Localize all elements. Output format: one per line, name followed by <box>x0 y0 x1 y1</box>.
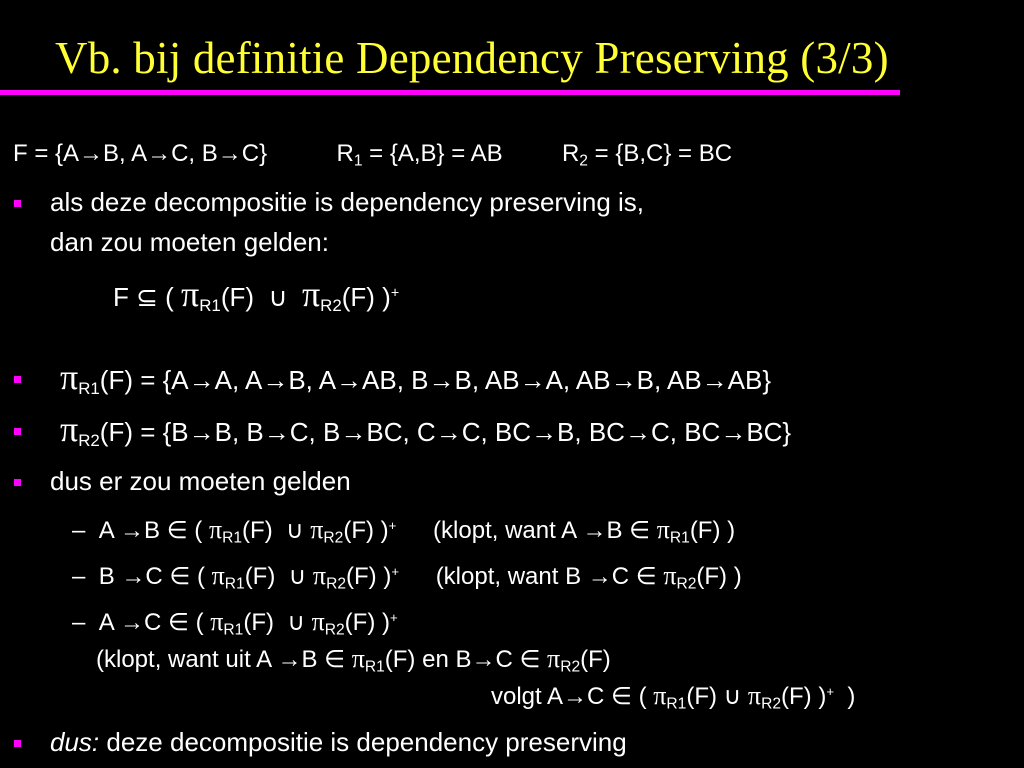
bullet-marker <box>14 200 21 207</box>
conclusion-line: dus: deze decompositie is dependency preserving <box>50 727 627 757</box>
sub-bullet-1: – A →B ∈ ( $\pi_{R1}(F)$ ∪ $\pi_{R2}(F)$ )+ (klopt, want A →B ∈ $\pi_{R1}(F)$ ) <box>72 515 736 547</box>
bullet-1-line-2: dan zou moeten gelden: <box>50 227 329 257</box>
bullet-1-line-1: als deze decompositie is dependency preserving is, <box>50 187 645 217</box>
bullet-marker <box>14 376 21 383</box>
sub-bullet-2: – B →C ∈ ( $\pi_{R1}(F)$ ∪ $\pi_{R2}(F)$ )+ (klopt, want B →C ∈ $\pi_{R2}(F)$ ) <box>72 561 742 593</box>
slide-title: Vb. bij definitie Dependency Preserving (3/3) <box>55 33 889 83</box>
projection-r1-line: $\pi_{R1}(F) = \{A\to A$, A→B, A→AB, B→B, AB→A, AB→B, AB→AB} <box>60 357 772 399</box>
bullet-marker <box>14 740 21 747</box>
bullet-marker <box>14 428 21 435</box>
formula-line: F ⊆ ( $\pi_{R1}(F)$ ∪ $\pi_{R2}(F)$ )+ <box>113 274 400 316</box>
projection-r2-line: $\pi_{R2}(F) = \{B\to B$, B→C, B→BC, C→C, BC→B, BC→C, BC→BC} <box>60 409 792 451</box>
header-line: F = {A→B, A→C, B→C} $R_1 = \{A,B\}$ = AB $R_2 = \{B,C\}$ = BC <box>13 140 733 170</box>
sub-bullet-3-line-2: (klopt, want uit A →B ∈ $\pi_{R1}(F)$ en B→C ∈ $\pi_{R2}(F)$ <box>96 644 611 676</box>
sub-bullet-3-line-1: – A →C ∈ ( $\pi_{R1}(F)$ ∪ $\pi_{R2}(F)$ )+ <box>72 607 398 639</box>
sub-bullet-3-line-3: volgt A→C ∈ ( $\pi_{R1}(F)$ ∪ $\pi_{R2}(F)$ )+ ) <box>491 681 856 713</box>
bullet-4-line: dus er zou moeten gelden <box>50 466 351 496</box>
bullet-marker <box>14 479 21 486</box>
title-underline <box>0 90 900 95</box>
